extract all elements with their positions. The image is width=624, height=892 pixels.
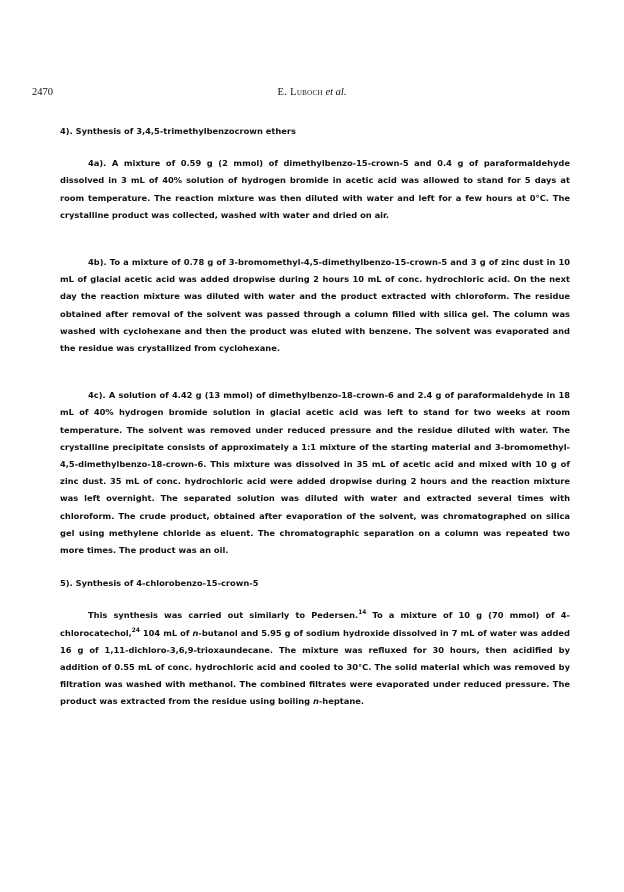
header-authors bbox=[0, 87, 624, 98]
paragraph-4a: 4a). A mixture of 0.59 g (2 mmol) of dimethylbenzo-15-crown-5 and 0.4 g of paraformaldehyde dissolved in 3 mL of 40% solution of hydrogen bromide in acetic acid was allowed to stand for 5 days at room temperature. The reaction mixture was then diluted with water and left for a few hours at 0°C. The crystalline product was collected, washed with water and dried on air. bbox=[60, 158, 570, 220]
body-text bbox=[60, 123, 570, 711]
author-name: E. Luboch bbox=[277, 87, 323, 98]
page-number: 2470 bbox=[32, 87, 53, 98]
para5-end: -heptane. bbox=[318, 696, 365, 707]
section-heading-4: 4). Synthesis of 3,4,5-trimethylbenzocrown ethers bbox=[60, 126, 296, 136]
para5-start: This synthesis was carried out similarly to Pedersen. bbox=[88, 610, 359, 621]
para5-mid2: 104 mL of bbox=[139, 627, 193, 638]
et-al: et al. bbox=[325, 87, 347, 98]
paragraph-4c: 4c). A solution of 4.42 g (13 mmol) of dimethylbenzo-18-crown-6 and 2.4 g of paraformaldehyde in 18 mL of 40% hydrogen bromide solution in glacial acetic acid was left to stand for two weeks at room temperature. The solvent was removed under reduced pressure and the residue diluted with water. The crystalline precipitate consists of approximately a 1:1 mixture of the starting material and 3-bromomethyl-4,5-dimethylbenzo-18-crown-6. This mixture was dissolved in 35 mL of acetic acid and mixed with 10 g of zinc dust. 35 mL of conc. hydrochloric acid were added dropwise during 2 hours and the reaction mixture was left overnight. The separated solution was diluted with water and extracted several times with chloroform. The crude product, obtained after evaporation of the solvent, was chromatographed on silica gel using methylene chloride as eluent. The chromatographic separation on a column was repeated two more times. The product was an oil. bbox=[60, 390, 570, 556]
reference-14: 14 bbox=[358, 610, 367, 617]
section-heading-5: 5). Synthesis of 4-chlorobenzo-15-crown-5 bbox=[60, 578, 259, 589]
para5-mid1: To a mixture of 10 g (70 mmol) of 4-chlorocatechol, bbox=[60, 610, 570, 638]
para5-mid3: -butanol and 5.95 g of sodium hydroxide dissolved in 7 mL of water was added 16 g of 1,11-dichloro-3,6,9-trioxaundecane. The mixture was refluxed for 30 hours, then acidified by addition of 0.55 mL of conc. hydrochloric acid and cooled to 30°C. The solid material which was removed by filtration was washed with methanol. The combined filtrates were evaporated under reduced pressure. The product was extracted from the residue using boiling bbox=[60, 627, 570, 707]
paragraph-5 bbox=[60, 607, 570, 710]
italic-n-2: n bbox=[312, 696, 319, 707]
reference-24: 24 bbox=[131, 627, 140, 634]
paragraph-4b: 4b). To a mixture of 0.78 g of 3-bromomethyl-4,5-dimethylbenzo-15-crown-5 and 3 g of zinc dust in 10 mL of glacial acetic acid was added dropwise during 2 hours 10 mL of conc. hydrochloric acid. On the next day the reaction mixture was diluted with water and the product extracted with chloroform. The residue obtained after removal of the solvent was passed through a column filled with silica gel. The column was washed with cyclohexane and then the product was eluted with benzene. The solvent was evaporated and the residue was crystallized from cyclohexane. bbox=[60, 257, 570, 354]
italic-n: n bbox=[192, 627, 199, 638]
running-head bbox=[0, 87, 624, 103]
